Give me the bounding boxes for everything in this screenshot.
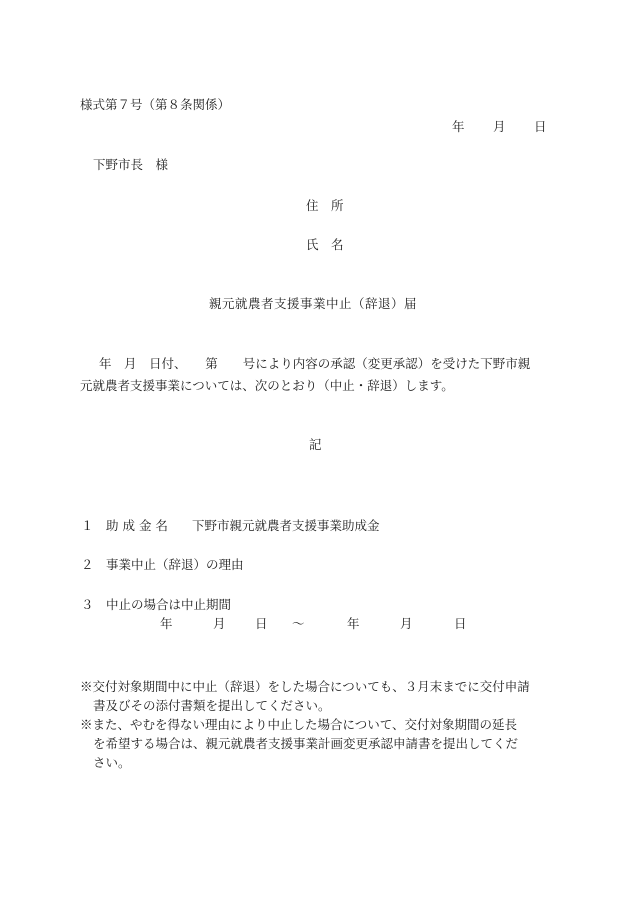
item-3-label: 中止の場合は中止期間 [106,597,232,612]
ki-heading: 記 [309,437,322,452]
address-label: 住 所 [306,198,344,213]
form-number: 様式第７号（第８条関係） [80,97,231,112]
document-title: 親元就農者支援事業中止（辞退）届 [209,296,418,311]
body-line-2: 元就農者支援事業については、次のとおり（中止・辞退）します。 [80,378,454,393]
note-2-line-3: さい。 [93,755,131,770]
period-to-month: 月 [400,616,413,631]
item-2-label: 事業中止（辞退）の理由 [106,557,244,572]
body-line-1: 年 月 日付、 第 号により内容の承認（変更承認）を受けた下野市親 [99,356,531,371]
period-from-day: 日 [255,616,268,631]
period-from-month: 月 [213,616,226,631]
item-1-number: １ [81,518,94,533]
item-2-number: ２ [81,557,94,572]
item-3-number: ３ [81,597,94,612]
item-1-value: 下野市親元就農者支援事業助成金 [192,518,380,533]
period-to-day: 日 [454,616,467,631]
date-month: 月 [493,119,506,134]
date-day: 日 [534,119,547,134]
period-from-year: 年 [160,616,173,631]
period-to-year: 年 [347,616,360,631]
addressee: 下野市長 様 [93,157,169,172]
note-2-line-1: ※また、やむを得ない理由により中止した場合について、交付対象期間の延長 [80,717,518,732]
note-2-line-2: を希望する場合は、親元就農者支援事業計画変更承認申請書を提出してくだ [93,736,519,751]
period-tilde: ～ [292,616,305,631]
date-year: 年 [452,119,465,134]
note-1-line-2: 書及びその添付書類を提出してください。 [93,698,331,713]
note-1-line-1: ※交付対象期間中に中止（辞退）をした場合についても、３月末までに交付申請 [80,679,530,694]
name-label: 氏 名 [306,237,344,252]
item-1-label: 助 成 金 名 [106,518,168,533]
